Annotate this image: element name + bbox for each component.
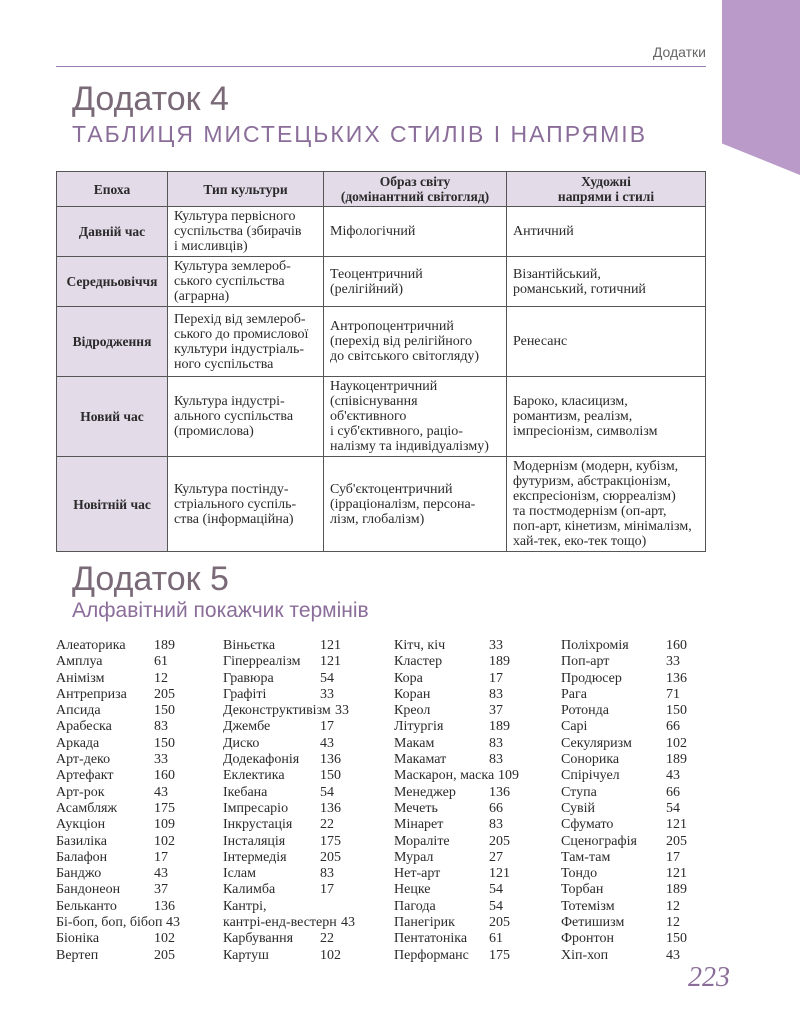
index-page: 54 (489, 898, 503, 914)
table-row (57, 257, 706, 307)
index-term: Аукціон (56, 817, 106, 833)
index-term: Спірічуел (561, 768, 620, 784)
index-page: 189 (489, 654, 510, 670)
index-page: 205 (666, 833, 687, 849)
index-page: 71 (666, 686, 680, 702)
index-page: 150 (320, 768, 341, 784)
index-term: Кластер (394, 654, 443, 670)
styles-cell: Бароко, класицизм, романтизм, реалізм, імпресіонізм, символізм (507, 377, 706, 457)
index-term: Віньєтка (223, 638, 276, 653)
section-label: Додатки (652, 44, 706, 60)
index-term: кантрі-енд-вестерн (223, 915, 337, 931)
index-page: 102 (666, 735, 687, 751)
index-term: Сарі (561, 719, 588, 735)
index-term: Імпресаріо (223, 800, 289, 816)
index-page: 150 (154, 735, 175, 751)
index-term: Торбан (561, 882, 604, 898)
index-page: 136 (154, 898, 175, 914)
epoch-cell: Новий час (57, 377, 168, 457)
table-row (57, 457, 706, 552)
index-page: 83 (489, 817, 503, 833)
index-term: Вертеп (56, 947, 99, 963)
culture-cell: Культура індустрі- ального суспільства (промислова) (168, 377, 324, 457)
index-page: 43 (154, 784, 168, 800)
index-term: Артефакт (56, 768, 114, 784)
appendix4-subtitle: ТАБЛИЦЯ МИСТЕЦЬКИХ СТИЛІВ І НАПРЯМІВ (72, 121, 648, 147)
culture-cell: Культура землероб- ського суспільства (аграрна) (168, 257, 324, 307)
index-page: 43 (154, 866, 168, 882)
index-term: Балафон (56, 849, 108, 865)
epoch-cell: Давній час (57, 207, 168, 257)
index-page: 54 (320, 670, 334, 686)
index-term: Коран (394, 686, 431, 702)
index-page: 109 (154, 817, 175, 833)
index-term: Сонорика (561, 752, 620, 768)
header-rule (56, 66, 706, 67)
index-term: Хіп-хоп (561, 947, 609, 963)
index-page: 102 (154, 833, 175, 849)
index-term: Креол (394, 703, 431, 719)
index-page: 136 (320, 800, 341, 816)
index-page: 61 (489, 931, 503, 947)
index-page: 33 (320, 686, 334, 702)
index-term: Алеаторика (56, 638, 126, 653)
index-page: 54 (489, 882, 503, 898)
index-term: Апсида (56, 703, 101, 719)
index-page: 43 (666, 947, 680, 963)
index-term: Джембе (223, 719, 271, 735)
index-term: Макам (394, 735, 435, 751)
index-page: 121 (320, 638, 341, 653)
epoch-cell: Новітній час (57, 457, 168, 552)
index-term: Картуш (223, 947, 269, 963)
index-term: Банджо (56, 866, 102, 882)
index-page: 175 (154, 800, 175, 816)
index-page: 12 (154, 670, 168, 686)
index-term: Асамбляж (56, 800, 118, 816)
index-page: 17 (666, 849, 680, 865)
index-page: 33 (666, 654, 680, 670)
index-term: Мораліте (394, 833, 450, 849)
index-page: 22 (320, 817, 334, 833)
index-page: 17 (489, 670, 503, 686)
index-page: 189 (489, 719, 510, 735)
index-term: Тотемізм (561, 898, 615, 914)
index-page: 43 (320, 735, 334, 751)
index-page: 83 (489, 686, 503, 702)
index-page: 121 (666, 817, 687, 833)
index-term: Гіперреалізм (223, 654, 301, 670)
index-term: Менеджер (394, 784, 456, 800)
index-page: 175 (489, 947, 510, 963)
styles-cell: Античний (507, 207, 706, 257)
index-page: 27 (489, 849, 503, 865)
index-term: Фетишизм (561, 915, 625, 931)
index-page: 33 (489, 638, 503, 653)
table-row (57, 307, 706, 377)
column-header-culture: Тип культури (168, 172, 324, 207)
index-term: Там-там (561, 849, 611, 865)
index-page: 205 (489, 833, 510, 849)
index-page: 189 (666, 752, 687, 768)
index-page: 43 (666, 768, 680, 784)
index-term: Сувій (561, 800, 595, 816)
index-term: Літургія (394, 719, 444, 735)
index-page: 17 (320, 882, 334, 898)
index-page: 189 (154, 638, 175, 653)
worldview-cell: Антропоцентричний (перехід від релігійного до світського світогляду) (324, 307, 507, 377)
index-term: Мінарет (394, 817, 444, 833)
index-term: Мечеть (394, 800, 438, 816)
index-term: Фронтон (561, 931, 614, 947)
index-term: Нецке (394, 882, 431, 898)
epoch-cell: Відродження (57, 307, 168, 377)
index-term: Еклектика (223, 768, 285, 784)
index-page: 83 (489, 735, 503, 751)
index-page: 205 (154, 686, 175, 702)
index-page: 43 (166, 915, 180, 931)
index-term: Диско (223, 735, 260, 751)
index-term: Кітч, кіч (394, 638, 446, 653)
index-page: 205 (154, 947, 175, 963)
index-term: Сценографія (561, 833, 637, 849)
index-page: 121 (489, 866, 510, 882)
index-term: Інтермедія (223, 849, 287, 865)
index-term: Ротонда (561, 703, 610, 719)
index-page: 22 (320, 931, 334, 947)
index-page: 175 (320, 833, 341, 849)
index-term: Деконструктивізм (223, 703, 331, 719)
column-header-styles: Художні напрями і стилі (507, 172, 706, 207)
culture-cell: Культура постінду- стріального суспіль- ства (інформаційна) (168, 457, 324, 552)
index-term: Біоніка (56, 931, 100, 947)
index-term: Бельканто (56, 898, 117, 914)
index-term: Сфумато (561, 817, 614, 833)
index-term: Інсталяція (223, 833, 286, 849)
column-header-epoch: Епоха (57, 172, 168, 207)
index-term: Арт-рок (56, 784, 105, 800)
index-page: 54 (666, 800, 680, 816)
index-term: Пентатоніка (394, 931, 468, 947)
index-page: 150 (154, 703, 175, 719)
index-page: 136 (320, 752, 341, 768)
index-term: Продюсер (561, 670, 622, 686)
index-term: Анімізм (56, 670, 105, 686)
index-term: Додекафонія (223, 752, 300, 768)
index-page: 83 (154, 719, 168, 735)
culture-cell: Культура первісного суспільства (збирачів і мисливців) (168, 207, 324, 257)
culture-cell: Перехід від землероб- ського до промислової культури індустріаль- ного суспільства (168, 307, 324, 377)
index-term: Макамат (394, 752, 447, 768)
epoch-cell: Середньовіччя (57, 257, 168, 307)
index-page: 121 (320, 654, 341, 670)
index-page: 66 (666, 719, 680, 735)
index-page: 12 (666, 898, 680, 914)
column-header-worldview: Образ світу (домінантний світогляд) (324, 172, 507, 207)
worldview-cell: Теоцентричний (релігійний) (324, 257, 507, 307)
index-page: 33 (335, 703, 349, 719)
index-page: 61 (154, 654, 168, 670)
index-term: Кантрі, (223, 898, 267, 914)
table-row (57, 207, 706, 257)
index-term: Арабеска (56, 719, 112, 735)
index-term: Ступа (561, 784, 597, 800)
index-term: Панегірик (394, 915, 455, 931)
index-term: Секуляризм (561, 735, 632, 751)
index-term: Пагода (394, 898, 436, 914)
index-page: 136 (489, 784, 510, 800)
worldview-cell: Суб'єктоцентричний (ірраціоналізм, персона- лізм, глобалізм) (324, 457, 507, 552)
appendix5-title: Додаток 5 (72, 560, 229, 598)
index-term: Мурал (394, 849, 434, 865)
index-term: Калимба (223, 882, 276, 898)
index-page: 17 (320, 719, 334, 735)
index-term: Маскарон, маска (394, 768, 495, 784)
terms-index (56, 638, 696, 963)
index-term: Іслам (223, 866, 256, 882)
index-term: Графіті (223, 686, 267, 702)
styles-cell: Ренесанс (507, 307, 706, 377)
index-term: Тондо (561, 866, 598, 882)
index-term: Бі-боп, боп, бібоп (56, 915, 163, 931)
index-term: Поліхромія (561, 638, 629, 653)
worldview-cell: Міфологічний (324, 207, 507, 257)
styles-table (56, 171, 706, 552)
index-term: Рага (561, 686, 587, 702)
index-page: 17 (154, 849, 168, 865)
appendix4-title: Додаток 4 (72, 80, 229, 118)
index-page: 160 (154, 768, 175, 784)
index-term: Карбування (223, 931, 294, 947)
styles-cell: Модернізм (модерн, кубізм, футуризм, абстракціонізм, експресіонізм, сюрреалізм) та постмодернізм (оп-арт, поп-арт, кінетизм, мінімалізм, хай-тек, еко-тек тощо) (507, 457, 706, 552)
index-page: 205 (489, 915, 510, 931)
index-page: 109 (498, 768, 519, 784)
index-term: Амплуа (56, 654, 103, 670)
index-term: Кора (394, 670, 423, 686)
index-page: 83 (489, 752, 503, 768)
index-term: Перформанс (394, 947, 469, 963)
index-page: 12 (666, 915, 680, 931)
index-page: 102 (154, 931, 175, 947)
index-page: 66 (666, 784, 680, 800)
corner-tab (722, 0, 800, 175)
index-term: Аркада (56, 735, 100, 751)
index-term: Бандонеон (56, 882, 121, 898)
index-term: Гравюра (223, 670, 274, 686)
index-page: 102 (320, 947, 341, 963)
index-page: 189 (666, 882, 687, 898)
index-page: 150 (666, 931, 687, 947)
index-page: 83 (320, 866, 334, 882)
worldview-cell: Наукоцентричний (співіснування об'єктивного і суб'єктивного, раціо- налізму та індивідуалізму) (324, 377, 507, 457)
index-page: 205 (320, 849, 341, 865)
index-page: 66 (489, 800, 503, 816)
appendix5-subtitle: Алфавітний покажчик термінів (72, 599, 369, 622)
index-page: 37 (154, 882, 168, 898)
page-number: 223 (688, 962, 730, 993)
table-row (57, 377, 706, 457)
index-page: 37 (489, 703, 503, 719)
styles-cell: Візантійський, романський, готичний (507, 257, 706, 307)
index-term: Ікебана (223, 784, 268, 800)
index-page: 121 (666, 866, 687, 882)
index-page: 150 (666, 703, 687, 719)
index-term: Поп-арт (561, 654, 610, 670)
index-page: 136 (666, 670, 687, 686)
index-term: Базиліка (56, 833, 107, 849)
table-header-row (57, 172, 706, 207)
index-page: 43 (341, 915, 355, 931)
index-page: 160 (666, 638, 687, 653)
index-term: Антреприза (56, 686, 127, 702)
index-page: 33 (154, 752, 168, 768)
index-term: Арт-деко (56, 752, 111, 768)
index-page: 54 (320, 784, 334, 800)
index-term: Інкрустація (223, 817, 293, 833)
index-term: Нет-арт (394, 866, 441, 882)
